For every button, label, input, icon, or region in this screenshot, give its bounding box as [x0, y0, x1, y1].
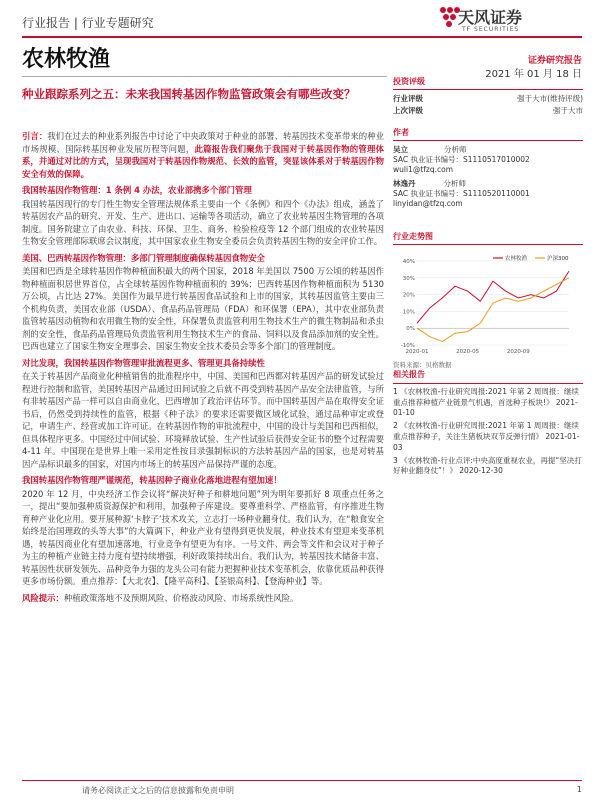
- report-body: [22, 130, 384, 604]
- intro-plain: 我们在过去的种业系列报告中讨论了中央政策对于种业的部署、转基因技术变革带来的种业市场规模、国际转基因种业发展历程等问题，: [22, 131, 385, 154]
- y-tick-label: 30%: [402, 275, 415, 282]
- section-heading-1: 我国转基因作物管理：1 条例 4 办法，农业部携多个部门管理: [22, 185, 252, 195]
- author-name: 吴立: [393, 145, 408, 154]
- rating-key: 行业评级: [393, 94, 423, 103]
- y-tick-label: 10%: [402, 309, 415, 316]
- footer-disclaimer: 请务必阅读正文之后的信息披露和免责申明: [82, 786, 234, 795]
- x-tick-label: 2020-05: [456, 349, 480, 355]
- section-heading-4: 我国转基因作物管理严谨规范，转基因种子商业化落地进程有望加速！: [22, 475, 282, 485]
- author-card: [393, 145, 583, 175]
- intro-paragraph: [22, 130, 384, 180]
- related-report-link[interactable]: 3 《农林牧渔-行业点评:中央高度重视农业，再提“坚决打好种业翻身仗”！》 2020-12-30: [393, 455, 582, 476]
- authors-title: 作者: [393, 127, 583, 141]
- intro-lead: 引言：: [22, 131, 48, 141]
- x-tick-label: 2020-01: [405, 349, 429, 355]
- y-tick-label: 40%: [402, 259, 415, 265]
- author-email[interactable]: linyidan@tfzq.com: [393, 199, 463, 208]
- logo-mark-icon: [440, 7, 460, 27]
- risk-text: 种植政策落地不及预期风险、价格波动风险、市场系统性风险。: [63, 592, 299, 603]
- risk-warning: [22, 592, 384, 605]
- related-report-link[interactable]: 2 《农林牧渔-行业研究周报:2021 年第 1 周周报：继续重点推荐种子，关注生猪板块双节反弹行情》 2021-01-03: [393, 421, 580, 452]
- y-tick-label: 0%: [406, 326, 415, 333]
- rating-row: [393, 105, 583, 117]
- trend-title: 行业走势图: [393, 231, 583, 245]
- legend-label: 沪深300: [547, 256, 569, 262]
- author-role: 分析师: [443, 179, 466, 188]
- rating-row: [393, 93, 583, 105]
- page-title: 农林牧渔: [22, 47, 111, 72]
- logo-en: TF SECURITIES: [462, 26, 520, 33]
- x-tick-label: 2020-09: [506, 349, 530, 355]
- section-body-2: 美国和巴西是全球转基因作物种植面积最大的两个国家，2018 年美国以 7500 万公顷的转基因作物种植面积居世界首位，占全球转基因作物种植面积的 39%；巴西转基因作物种植面积为 5130 万公顷，占比达 27%。美国作为最早进行转基因食品试验和上市的国家，其转基因监管主要由三个机构负责，美国农业部（USDA）、食品药品管理局（FDA）和环保署（EPA），其中农业部负责监管转基因动植物和农用微生物的安全性，环保署负责监管利用生物技术生产的微生物制品和杀虫剂的安全性，食品药品管理局负责监管利用生物技术生产的食品、饲料以及食品添加剂的安全性。巴西也建立了国家生物安全理事会、国家生物安全技术委员会等多个部门的管理制度。: [22, 266, 384, 351]
- series-line: [417, 278, 569, 342]
- page-number: 1: [576, 785, 582, 794]
- title-divider: [22, 76, 387, 77]
- rating-key: 上次评级: [393, 106, 423, 115]
- logo-cn: 天风证券: [458, 8, 523, 27]
- author-cert: SAC 执业证书编号：S1110517010002: [393, 155, 530, 164]
- y-tick-label: -10%: [400, 343, 415, 349]
- legend-label: 农林牧渔: [505, 256, 528, 262]
- section-heading-3: 对比发现，我国转基因作物管理审批流程更多、管理更具备持续性: [22, 357, 265, 368]
- related-reports: [393, 370, 583, 479]
- series-line: [417, 271, 569, 323]
- header-divider: [22, 36, 582, 38]
- report-category: 行业报告 | 行业专题研究: [22, 16, 154, 30]
- industry-trend-chart: [393, 253, 583, 361]
- author-role: 分析师: [444, 145, 467, 154]
- section-body-1: 我国转基因现行的专门性生物安全管理法规体系主要由一个《条例》和四个《办法》组成，涵盖了转基因农产品的研究、开发、生产、进出口、运输等各项活动，确立了农业转基因生物管理的各项制度。国务院建立了由农业、科技、环保、卫生、商务、检验检疫等 12 个部门组成的农业转基因生物安全管理部际联席会议制度，其中国家农业生物安全委员会负责转基因生物的安全评价工作。: [22, 198, 384, 246]
- section-body-4: 2020 年 12 月，中央经济工作会议将“解决好种子和耕地问题”列为明年要抓好 8 项重点任务之一，提出“要加强种质资源保护和利用，加强种子库建设。要尊重科学、严格监管，有序推进生物育种产业化应用。要开展种源‘卡脖子’技术攻关，立志打一场种业翻身仗。我们认为，在“粮食安全始终是治国理政的头等大事”的大篇调下，种业产业有望得到更快发展，种业技术有望迎来变革机遇，转基因商业化有望加速落地，行业竞争有望更为有序。一号文件、两会等文件和会议对于种子为主的种植产业链主持力度有望持续增强，利好政策持续出台。我们认为，转基因技术储备丰富、转基因性状研发领先、品种竞争力强的龙头公司有能力把握种业技术变革机会，依靠优质品种获得更多市场份额。重点推荐：【大北农】、【隆平高科】、【荃银高科】、【登海种业】等。: [22, 488, 384, 586]
- rating-value: 强于大市(维持评级): [517, 94, 583, 103]
- rating-value: 强于大市: [553, 106, 583, 115]
- report-subtitle: 种业跟踪系列之五：未来我国转基因作物监管政策会有哪些改变？: [22, 87, 356, 101]
- report-date: 2021 年 01 月 18 日: [485, 69, 582, 80]
- risk-label: 风险提示：: [22, 592, 64, 603]
- section-heading-2: 美国、巴西转基因作物管理：多部门管理制度确保转基因食物安全: [22, 252, 265, 263]
- footer-divider: [22, 780, 582, 781]
- sidebar: [393, 76, 583, 248]
- intro-emphasis: 此篇报告我们聚焦于我国对于转基因作物的管理体系，并通过对比的方式，呈现我国对于转基因作物规范、长效的监管，突显该体系对于转基因作物安全有效的保障。: [22, 143, 384, 179]
- author-card: [393, 179, 583, 209]
- author-email[interactable]: wuli1@tfzq.com: [393, 165, 454, 174]
- author-name: 林逸丹: [393, 179, 416, 188]
- report-type: 证券研究报告: [527, 56, 582, 66]
- y-tick-label: 20%: [402, 292, 415, 299]
- author-cert: SAC 执业证书编号：S1110520110001: [393, 189, 530, 198]
- related-report-link[interactable]: 1 《农林牧渔-行业研究周报:2021 年第 2 周周报：继续重点推荐种植产业链景气机遇，首选种子板块!》 2021-01-10: [393, 386, 579, 418]
- related-title: 相关报告: [393, 370, 583, 384]
- rating-title: 投资评级: [393, 76, 583, 90]
- chart-source: 资料来源：贝格数据: [393, 361, 452, 369]
- section-body-3: 在关于转基因产品商业化种植销售的批准程序中，中国、美国和巴西都对转基因产品的研发试验过程进行控制和监管，美国转基因产品通过田间试验之后就不再受到转基因产品安全法律监管，与所有非转基因产品一样可以自由商业化，巴西增加了政治评估环节。而中国转基因产品在取得安全证书后，仍然受到持续性的监管，根据《种子法》的要求还需要做区域化试验，通过品种审定或登记，申请生产、经营或加工许可证。在转基因作物的审批流程中，中国的设计与美国和巴西相似，但具体程序更多。中国经过中间试验、环境释放试验、生产性试验后获得安全证书的整个过程需要 4-11 年。中国现在是世界上唯一采用定性按目录强制标识的方法转基因产品的国家，也是对转基因产品标识最多的国家，对国内市场上的转基因产品保持严谨的态度。: [22, 371, 384, 469]
